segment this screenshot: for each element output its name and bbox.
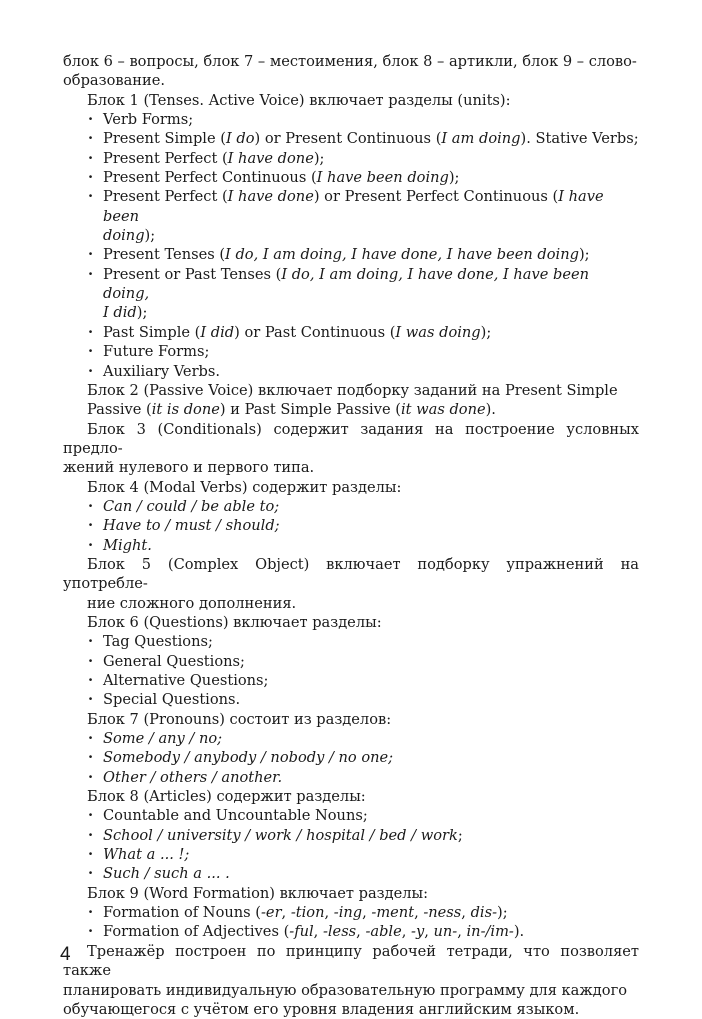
list-item: · Tag Questions;: [63, 632, 639, 651]
list-item: · Can / could / be able to;: [63, 497, 639, 516]
list-item: · Special Questions.: [63, 690, 639, 709]
block9-heading: Блок 9 (Word Formation) включает разделы:: [87, 884, 429, 902]
block8-list: [63, 806, 639, 883]
block7-list: [63, 729, 639, 787]
block3-paragraph: Блок 3 (Conditionals) содержит задания на построение условных предло- жений нулевого и первого типа.: [63, 420, 639, 477]
list-item: · Formation of Nouns (-er, -tion, -ing, -ment, -ness, dis-);: [63, 903, 639, 922]
list-item: · Auxiliary Verbs.: [63, 362, 639, 381]
list-item: · Might.: [63, 536, 639, 555]
list-item: · School / university / work / hospital / bed / work;: [63, 826, 639, 845]
block4-list: [63, 497, 639, 555]
list-item: · Present Simple (I do) or Present Continuous (I am doing). Stative Verbs;: [63, 129, 639, 148]
final-paragraph: Тренажёр построен по принципу рабочей тетради, что позволяет также планировать индивидуальную образовательную программу для каждого обучающегося с учётом его уровня владения английским языком.: [63, 942, 639, 1018]
list-item: · Future Forms;: [63, 342, 639, 361]
list-item: · Some / any / no;: [63, 729, 639, 748]
list-item: · Present or Past Tenses (I do, I am doing, I have done, I have been doing, I did);: [63, 265, 639, 323]
block9-list: [63, 903, 639, 942]
list-item: · Formation of Adjectives (-ful, -less, -able, -y, un-, in-/im-).: [63, 922, 639, 941]
block5-paragraph: Блок 5 (Complex Object) включает подборку упражнений на употребле- ние сложного дополнения.: [63, 555, 639, 612]
block1-heading: Блок 1 (Tenses. Active Voice) включает разделы (units):: [87, 91, 511, 109]
intro-paragraph: блок 6 – вопросы, блок 7 – местоимения, блок 8 – артикли, блок 9 – слово- образование.: [63, 53, 637, 90]
block2-paragraph: Блок 2 (Passive Voice) включает подборку заданий на Present Simple Passive (it is done) и Past Simple Passive (it was done).: [87, 381, 618, 419]
list-item: · General Questions;: [63, 652, 639, 671]
block8-heading: Блок 8 (Articles) содержит разделы:: [87, 788, 366, 806]
list-item: · Present Tenses (I do, I am doing, I have done, I have been doing);: [63, 245, 639, 264]
list-item: · Alternative Questions;: [63, 671, 639, 690]
page-content: [63, 52, 639, 1019]
block1-list: [63, 110, 639, 381]
page-number: 4: [60, 944, 71, 965]
block7-heading: Блок 7 (Pronouns) состоит из разделов:: [87, 710, 392, 728]
block6-list: [63, 632, 639, 709]
block4-heading: Блок 4 (Modal Verbs) содержит разделы:: [87, 478, 402, 496]
list-item: · Present Perfect (I have done);: [63, 149, 639, 168]
list-item: · Present Perfect (I have done) or Present Perfect Continuous (I have been doing);: [63, 187, 639, 245]
block6-heading: Блок 6 (Questions) включает разделы:: [87, 613, 382, 631]
list-item: · Verb Forms;: [63, 110, 639, 129]
list-item: · What a ... !;: [63, 845, 639, 864]
list-item: · Other / others / another.: [63, 768, 639, 787]
list-item: · Have to / must / should;: [63, 516, 639, 535]
list-item: · Present Perfect Continuous (I have been doing);: [63, 168, 639, 187]
list-item: · Somebody / anybody / nobody / no one;: [63, 748, 639, 767]
list-item: · Past Simple (I did) or Past Continuous (I was doing);: [63, 323, 639, 342]
list-item: · Such / such a ... .: [63, 864, 639, 883]
list-item: · Countable and Uncountable Nouns;: [63, 806, 639, 825]
